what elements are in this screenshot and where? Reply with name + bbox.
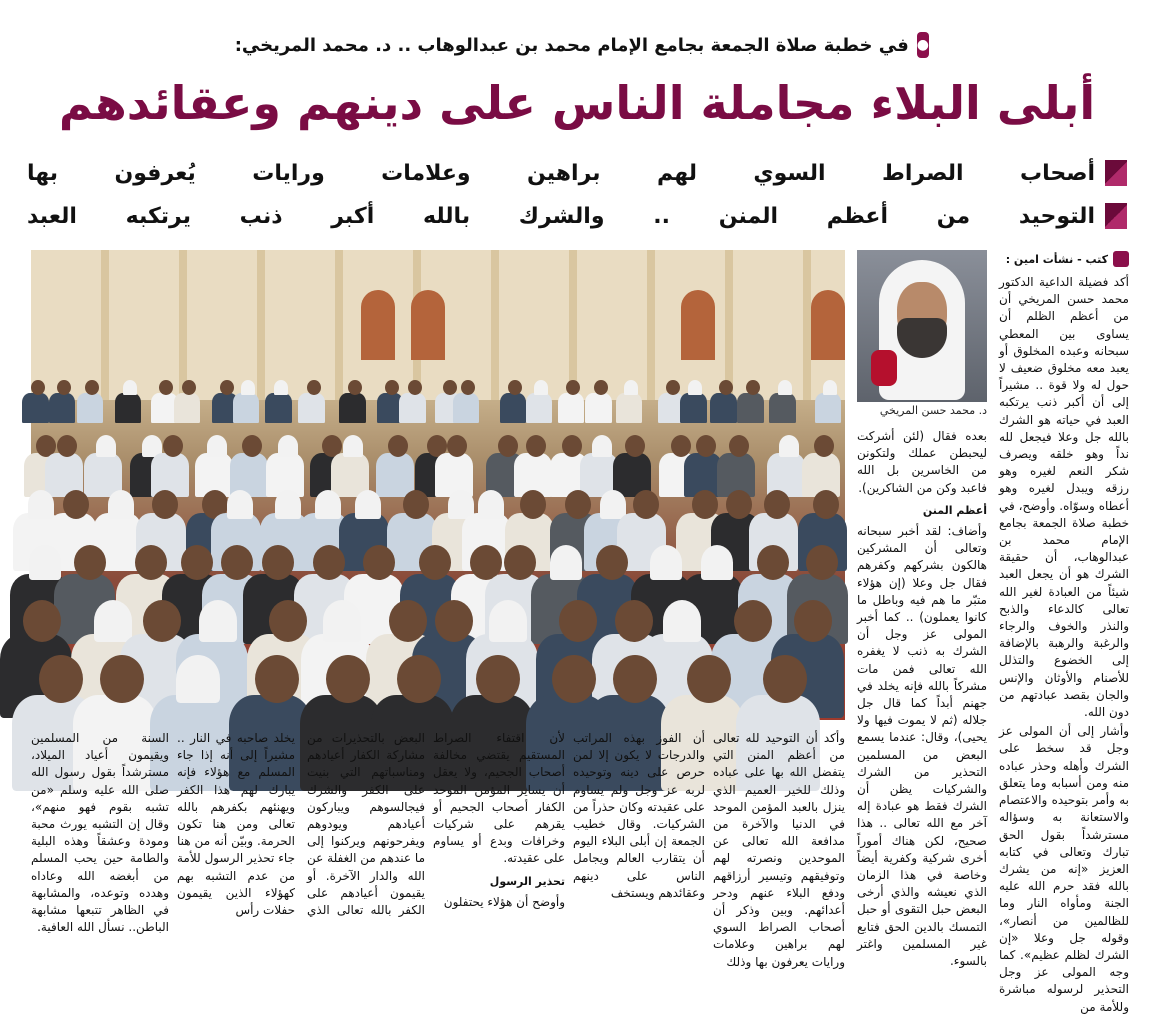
byline-text: كتب - نشأت امين : — [1005, 252, 1108, 266]
byline-logo-icon — [1113, 251, 1129, 267]
microphone-icon — [871, 350, 897, 386]
article-column-2: بعده فقال (لئن أشركت ليحبطن عملك ولتكونن من الخاسرين بل الله فاعبد وكن من الشاكرين). أعظم المنن وأضاف: لقد أخبر سبحانه وتعالى أن المشركين هالكون بشركهم وكفرهم فقال جل وعلا (إن هؤلاء متبّر ما هم فيه وباطل ما كانوا يعملون) .. كما أخبر المولى عز وجل أن الشرك به ذنب لا يغفره الله تعالى فمن مات مشركاً بالله فإنه يخلد في جهنم أبداً كما قال جل جلاله (ثم لا يموت فيها ولا يحيى)، وقال: عندما يسمع البعض من المسلمين التحذير من الشرك والشركيات يظن أن الشرك فقط هو عبادة إله آخر مع الله تعالى .. هذا صحيح، لكن هناك أموراً أخرى شركية وكفرية أيضاً وخاصة في هذا الزمان الذي نعيشه والذي أرخى البعض حبل التقوى أو حبل التمسك بالدين الحق فتابع غير المسلمين واغتر بالسوء. — [857, 429, 987, 969]
mosque-congregation-photo — [31, 250, 845, 720]
article-column-5: لأن اقتفاء الصراط المستقيم يقتضي مخالفة أصحاب الجحيم، ولا يعقل أن يساير المؤمن الموحد الكفار أصحاب الجحيم أو يقرهم على شركيات وخرافات وبدع أو يساوم على عقيدته. تحذير الرسول وأوضح أن هؤلاء يحتفلون — [433, 731, 565, 909]
subheadline-2 — [27, 198, 1127, 234]
article-column-3: وأكد أن التوحيد لله تعالى من أعظم المنن التي يتفضل الله بها على عباده وذلك للخير العميم الذي ينزل بالعبد المؤمن الموحد في الدنيا والآخرة من مدافعة الله تعالى عن الموحدين ونصرته لهم وتوفيقهم وتيسير أرزاقهم ودفع البلاء عنهم ودحر أعدائهم. وبين وذكر أن أصحاب الصراط السوي لهم براهين وعلامات ورايات يعرفون بها وذلك — [713, 731, 845, 969]
article-column-6: البعض بالتحذيرات من مشاركة الكفار أعيادهم ومناسباتهم التي بنيت على الكفر والشرك فيجالسوهم ويباركون أعيادهم ويودوهم ويفرحونهم ويركنوا إلى ما عندهم من الغفلة عن الله والدار الآخرة. أو يقيمون أعيادهم على الكفر بالله تعالى الذي يخلد صاحبه في النار .. مشيراً إلى أنه إذا جاء المسلم مع هؤلاء فإنه يبارك لهم هذا الكفر ويهنئهم بكفرهم بالله تعالى ومن هنا تكون الحرمة. وبيّن أنه من هنا جاء تحذير الرسول للأمة من عدم التشبه بهم كهؤلاء الذين يقيمون حفلات رأس — [177, 731, 425, 918]
section-heading: أعظم المنن — [922, 503, 987, 517]
subheadline-text: التوحيد من أعظم المنن .. والشرك بالله أكبر ذنب يرتكبه العبد — [27, 203, 1095, 229]
headline: أبلى البلاء مجاملة الناس على دينهم وعقائدهم — [58, 76, 1096, 130]
subheadline-marker-icon — [1105, 203, 1127, 229]
subheadline-marker-icon — [1105, 160, 1127, 186]
article-column-4: أن الفوز بهذه المراتب والدرجات لا يكون إلا لمن حرص على دينه وتوحيده لربه عز وجل ولم يساوم على عقيدته وكان حذراً من الشركيات. وقال خطيب الجمعة إن أبلى البلاء اليوم أن يتقارب العالم ويجامل الناس على دينهم وعقائدهم ويستخف — [573, 731, 705, 900]
article-column-7: السنة من المسلمين ويقيمون أعياد الميلاد، مسترشداً بقول رسول الله صلى الله عليه وسلم «من تشبه بقوم فهو منهم»، وقال إن التشبه يورث محبة ومودة وعشقاً وهذه البلية والطامة حين يحب المسلم من أبغضه الله وعاداه وهدده وتوعده، والمشابهة في الظاهر تتبعها مشابهة الباطن.. نسأل الله العافية. — [31, 731, 169, 935]
section-heading: تحذير الرسول — [489, 874, 565, 888]
subheadline-text: أصحاب الصراط السوي لهم براهين وعلامات ورايات يُعرفون بها — [27, 160, 1095, 186]
newspaper-logo-icon: ● — [917, 32, 929, 58]
preacher-portrait — [857, 250, 987, 402]
subheadline-1 — [27, 155, 1127, 191]
kicker — [234, 28, 929, 62]
photo-caption: د. محمد حسن المريخي — [879, 404, 987, 417]
kicker-text: في خطبة صلاة الجمعة بجامع الإمام محمد بن عبدالوهاب .. د. محمد المريخي: — [234, 34, 909, 56]
byline — [999, 250, 1129, 268]
article-column-1: أكد فضيلة الداعية الدكتور محمد حسن المريخي أن من أعظم الظلم أن يساوى بين المعطي سبحانه وعبده المخلوق أو يعبد معه مخلوق ضعيف لا حول له ولا قوة .. مشيراً إلى أن أكبر ذنب يرتكبه العبد في حياته هو الشرك بالله جل وعلا فيجعل لله نداً وهو خلقه ويصرف شكر النعم لغيره وهو رزقه ويبدل لغيره وهو أعطاه وسوّاه. وأوضح، في خطبة صلاة الجمعة بجامع الإمام محمد بن عبدالوهاب، أن حقيقة الشرك هو أن يجعل العبد شيئاً من العبادة لغير الله تعالى كالدعاء والذبح والنذر والخوف والرجاء والرغبة والرهبة بالإضافة إلى الخضوع والتذلل للأصنام والأوثان والإنس والجان بقصد عبادتهم من دون الله. وأشار إلى أن المولى عز وجل قد سخط على الشرك وأهله وحذر عباده منه ومن أسبابه وما يتعلق به وأمر بتوحيده والاعتصام والاستعانة به وسؤاله مسترشداً بقول الحق تبارك وتعالى في كتابه العزيز «إنه من يشرك بالله فقد حرم الله عليه الجنة ومأواه النار وما للظالمين من أنصار»، وقوله جل وعلا «إن الشرك لظلم عظيم». كما وجه المولى عز وجل التحذير لرسوله مباشرة وللأمة من — [999, 275, 1129, 1014]
